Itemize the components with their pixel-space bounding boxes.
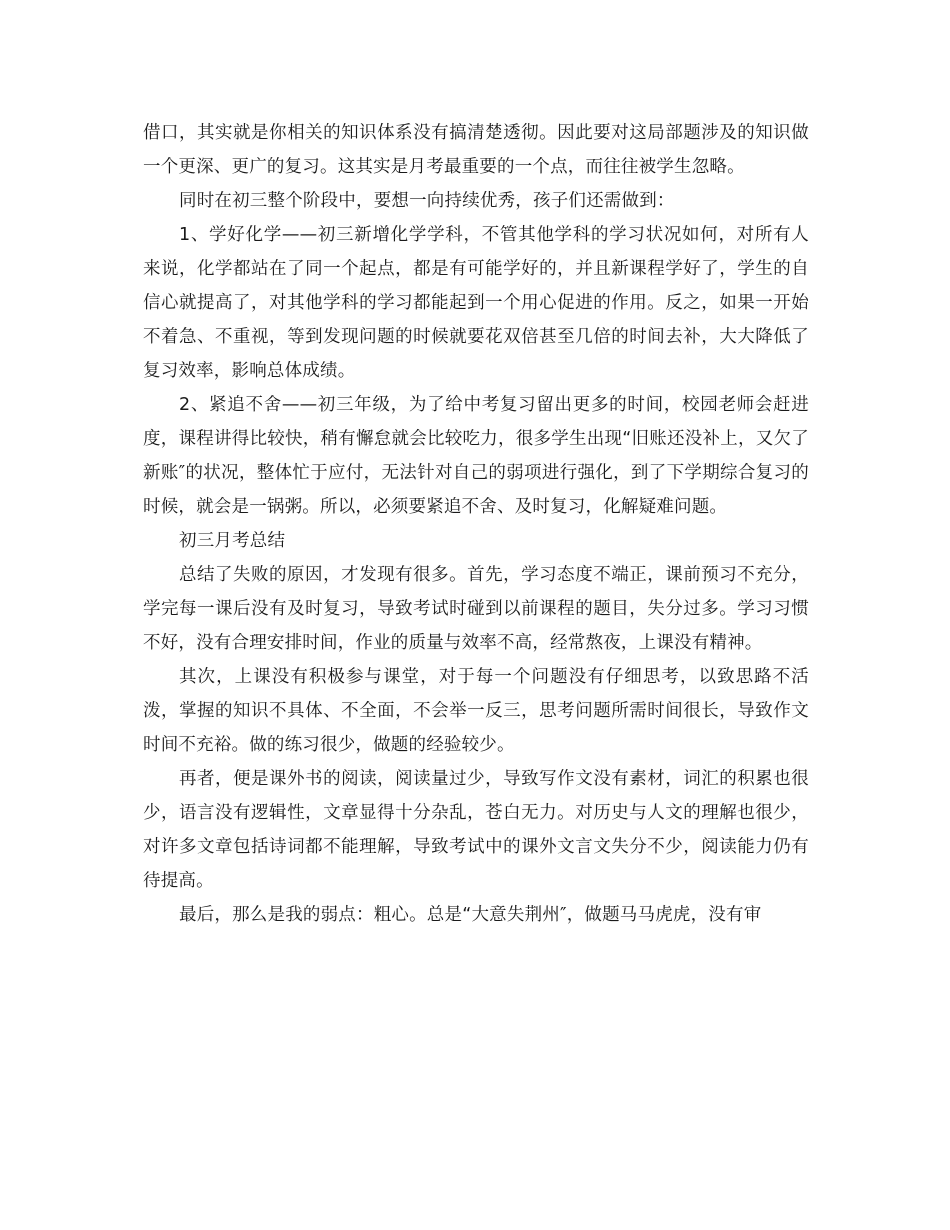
paragraph-1: 借口，其实就是你相关的知识体系没有搞清楚透彻。因此要对这局部题涉及的知识做一个更深、更广的复习。这其实是月考最重要的一个点，而往往被学生忽略。 — [143, 123, 809, 177]
document-body — [143, 116, 809, 932]
paragraph-6-second: 其次，上课没有积极参与课堂，对于每一个问题没有仔细思考，以致思路不活泼，掌握的知识不具体、不全面，不会举一反三，思考问题所需时间很长，导致作文时间不充裕。做的练习很少，做题的经验较少。 — [143, 667, 809, 755]
paragraph-8-last: 最后，那么是我的弱点：粗心。总是“大意失荆州″，做题马马虎虎，没有审 — [179, 905, 762, 925]
paragraph-2: 同时在初三整个阶段中，要想一向持续优秀，孩子们还需做到： — [179, 191, 675, 211]
paragraph-4-keep-up: 2、紧追不舍——初三年级，为了给中考复习留出更多的时间，校园老师会赶进度，课程讲得比较快，稍有懈怠就会比较吃力，很多学生出现“旧账还没补上，又欠了新账″的状况，整体忙于应付，无法针对自己的弱项进行强化，到了下学期综合复习的时候，就会是一锅粥。所以，必须要紧追不舍、及时复习，化解疑难问题。 — [143, 395, 809, 517]
paragraph-3-chemistry: 1、学好化学——初三新增化学学科，不管其他学科的学习状况如何，对所有人来说，化学都站在了同一个起点，都是有可能学好的，并且新课程学好了，学生的自信心就提高了，对其他学科的学习都能起到一个用心促进的作用。反之，如果一开始不着急、不重视，等到发现问题的时候就要花双倍甚至几倍的时间去补，大大降低了复习效率，影响总体成绩。 — [143, 225, 809, 381]
section-heading: 初三月考总结 — [179, 531, 286, 551]
paragraph-5-first: 总结了失败的原因，才发现有很多。首先，学习态度不端正，课前预习不充分，学完每一课后没有及时复习，导致考试时碰到以前课程的题目，失分过多。学习习惯不好，没有合理安排时间，作业的质量与效率不高，经常熬夜，上课没有精神。 — [143, 565, 809, 653]
paragraph-7-third: 再者，便是课外书的阅读，阅读量过少，导致写作文没有素材，词汇的积累也很少，语言没有逻辑性，文章显得十分杂乱，苍白无力。对历史与人文的理解也很少，对许多文章包括诗词都不能理解，导致考试中的课外文言文失分不少，阅读能力仍有待提高。 — [143, 769, 809, 891]
